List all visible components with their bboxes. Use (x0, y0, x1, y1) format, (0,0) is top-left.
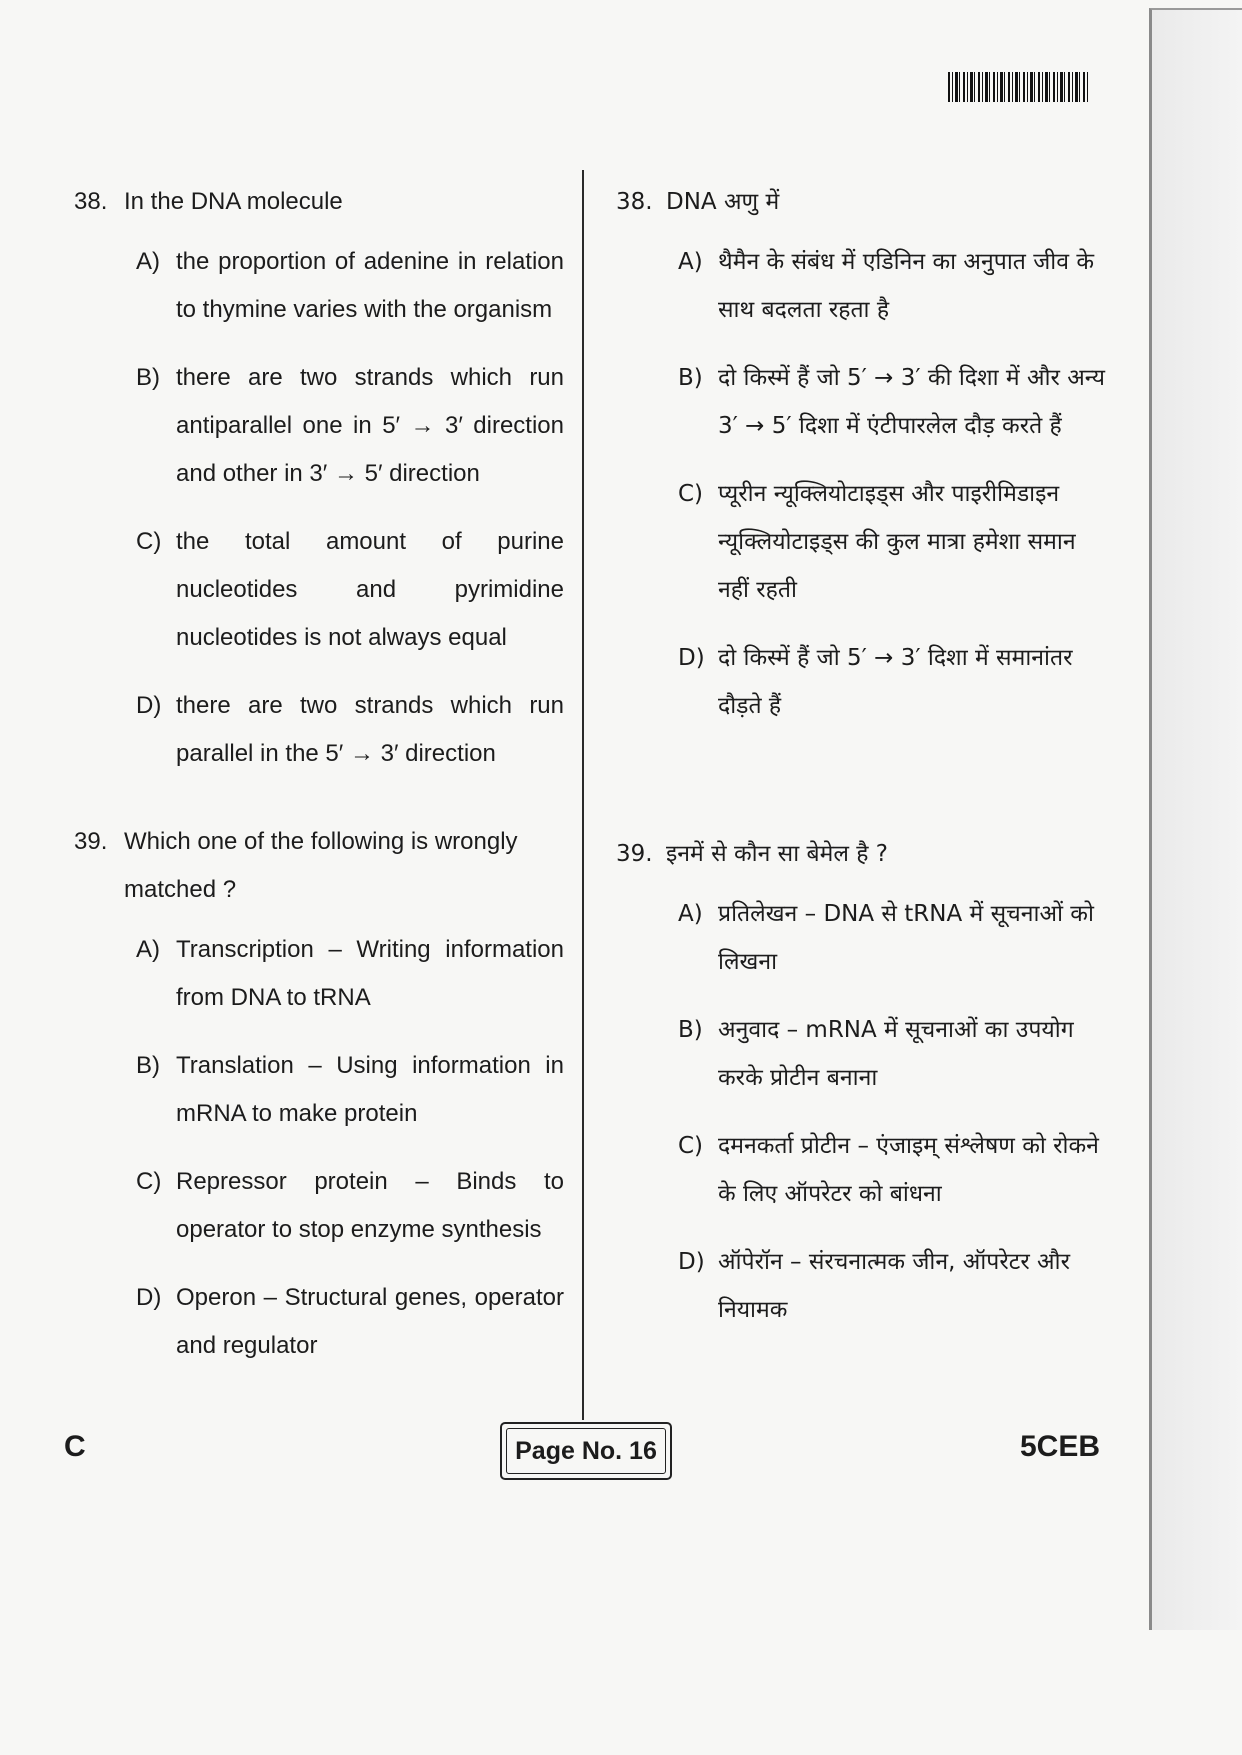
option-text: Operon – Structural genes, operator and regulator (176, 1284, 564, 1359)
question-text: In the DNA molecule (124, 188, 343, 215)
option-text: the proportion of adenine in relation to thymine varies with the organism (176, 248, 564, 323)
option-text: अनुवाद – mRNA में सूचनाओं का उपयोग करके प्रोटीन बनाना (718, 1017, 1074, 1091)
booklet-set-letter: C (64, 1430, 86, 1463)
column-divider (582, 170, 584, 1420)
option-label: A) (678, 901, 703, 927)
option-text: दमनकर्ता प्रोटीन – एंजाइम् संश्लेषण को रोकने के लिए ऑपरेटर को बांधना (718, 1133, 1099, 1207)
option-label: A) (136, 248, 160, 275)
option-text: the total amount of purine nucleotides and pyrimidine nucleotides is not always equal (176, 528, 564, 651)
barcode (948, 72, 1088, 102)
option-text: प्यूरीन न्यूक्लियोटाइड्स और पाइरीमिडाइन न्यूक्लियोटाइड्स की कुल मात्रा हमेशा समान नहीं रहती (718, 481, 1076, 603)
option-label: A) (136, 936, 160, 963)
page-number-box (500, 1422, 672, 1480)
option-label: C) (136, 1168, 162, 1195)
option-text: Transcription – Writing information from DNA to tRNA (176, 936, 564, 1011)
scan-page-edge (1149, 8, 1242, 1630)
paper-code: 5CEB (1020, 1430, 1101, 1463)
option-d (136, 682, 564, 778)
option-text: there are two strands which run antiparallel one in 5′ → 3′ direction and other in 3′ → 5′ direction (176, 364, 564, 487)
option-label: C) (678, 481, 704, 507)
option-label: C) (678, 1133, 704, 1159)
option-d (136, 1274, 564, 1370)
option-d (678, 1238, 1106, 1334)
question-number: 38. (74, 188, 108, 215)
option-b (678, 354, 1106, 450)
option-text: प्रतिलेखन – DNA से tRNA में सूचनाओं को लिखना (718, 901, 1094, 975)
option-text: there are two strands which run parallel in the 5′ → 3′ direction (176, 692, 564, 767)
option-label: C) (136, 528, 162, 555)
option-label: D) (678, 645, 705, 671)
option-text: दो किस्में हैं जो 5′ → 3′ दिशा में समानांतर दौड़ते हैं (718, 645, 1073, 719)
page-number: Page No. 16 (506, 1428, 666, 1474)
question-text: DNA अणु में (666, 189, 780, 215)
question-38-hindi (616, 178, 1106, 830)
question-text: इनमें से कौन सा बेमेल है ? (666, 841, 889, 867)
option-text: थैमैन के संबंध में एडिनिन का अनुपात जीव के साथ बदलता रहता है (718, 249, 1094, 323)
question-39-english (74, 818, 564, 1370)
option-c (678, 470, 1106, 614)
option-text: दो किस्में हैं जो 5′ → 3′ की दिशा में और अन्य 3′ → 5′ दिशा में एंटीपारलेल दौड़ करते हैं (718, 365, 1105, 439)
option-b (136, 354, 564, 498)
option-c (678, 1122, 1106, 1218)
question-38-english (74, 178, 564, 818)
option-c (136, 1158, 564, 1254)
hindi-column (616, 178, 1106, 1354)
option-label: D) (136, 1284, 162, 1311)
option-b (678, 1006, 1106, 1102)
option-label: B) (678, 1017, 703, 1043)
option-label: B) (136, 364, 160, 391)
question-number: 39. (616, 841, 653, 867)
option-a (136, 926, 564, 1022)
option-text: Translation – Using information in mRNA to make protein (176, 1052, 564, 1127)
option-d (678, 634, 1106, 730)
option-label: B) (136, 1052, 160, 1079)
option-label: D) (678, 1249, 705, 1275)
option-a (136, 238, 564, 334)
question-number: 39. (74, 828, 108, 855)
question-text: Which one of the following is wrongly matched ? (124, 828, 518, 903)
english-column (74, 178, 564, 1390)
option-text: ऑपेरॉन – संरचनात्मक जीन, ऑपरेटर और नियामक (718, 1249, 1070, 1323)
option-label: D) (136, 692, 162, 719)
option-c (136, 518, 564, 662)
question-number: 38. (616, 189, 653, 215)
option-a (678, 238, 1106, 334)
option-b (136, 1042, 564, 1138)
option-label: B) (678, 365, 703, 391)
option-a (678, 890, 1106, 986)
question-39-hindi (616, 830, 1106, 1334)
option-label: A) (678, 249, 703, 275)
option-text: Repressor protein – Binds to operator to stop enzyme synthesis (176, 1168, 564, 1243)
